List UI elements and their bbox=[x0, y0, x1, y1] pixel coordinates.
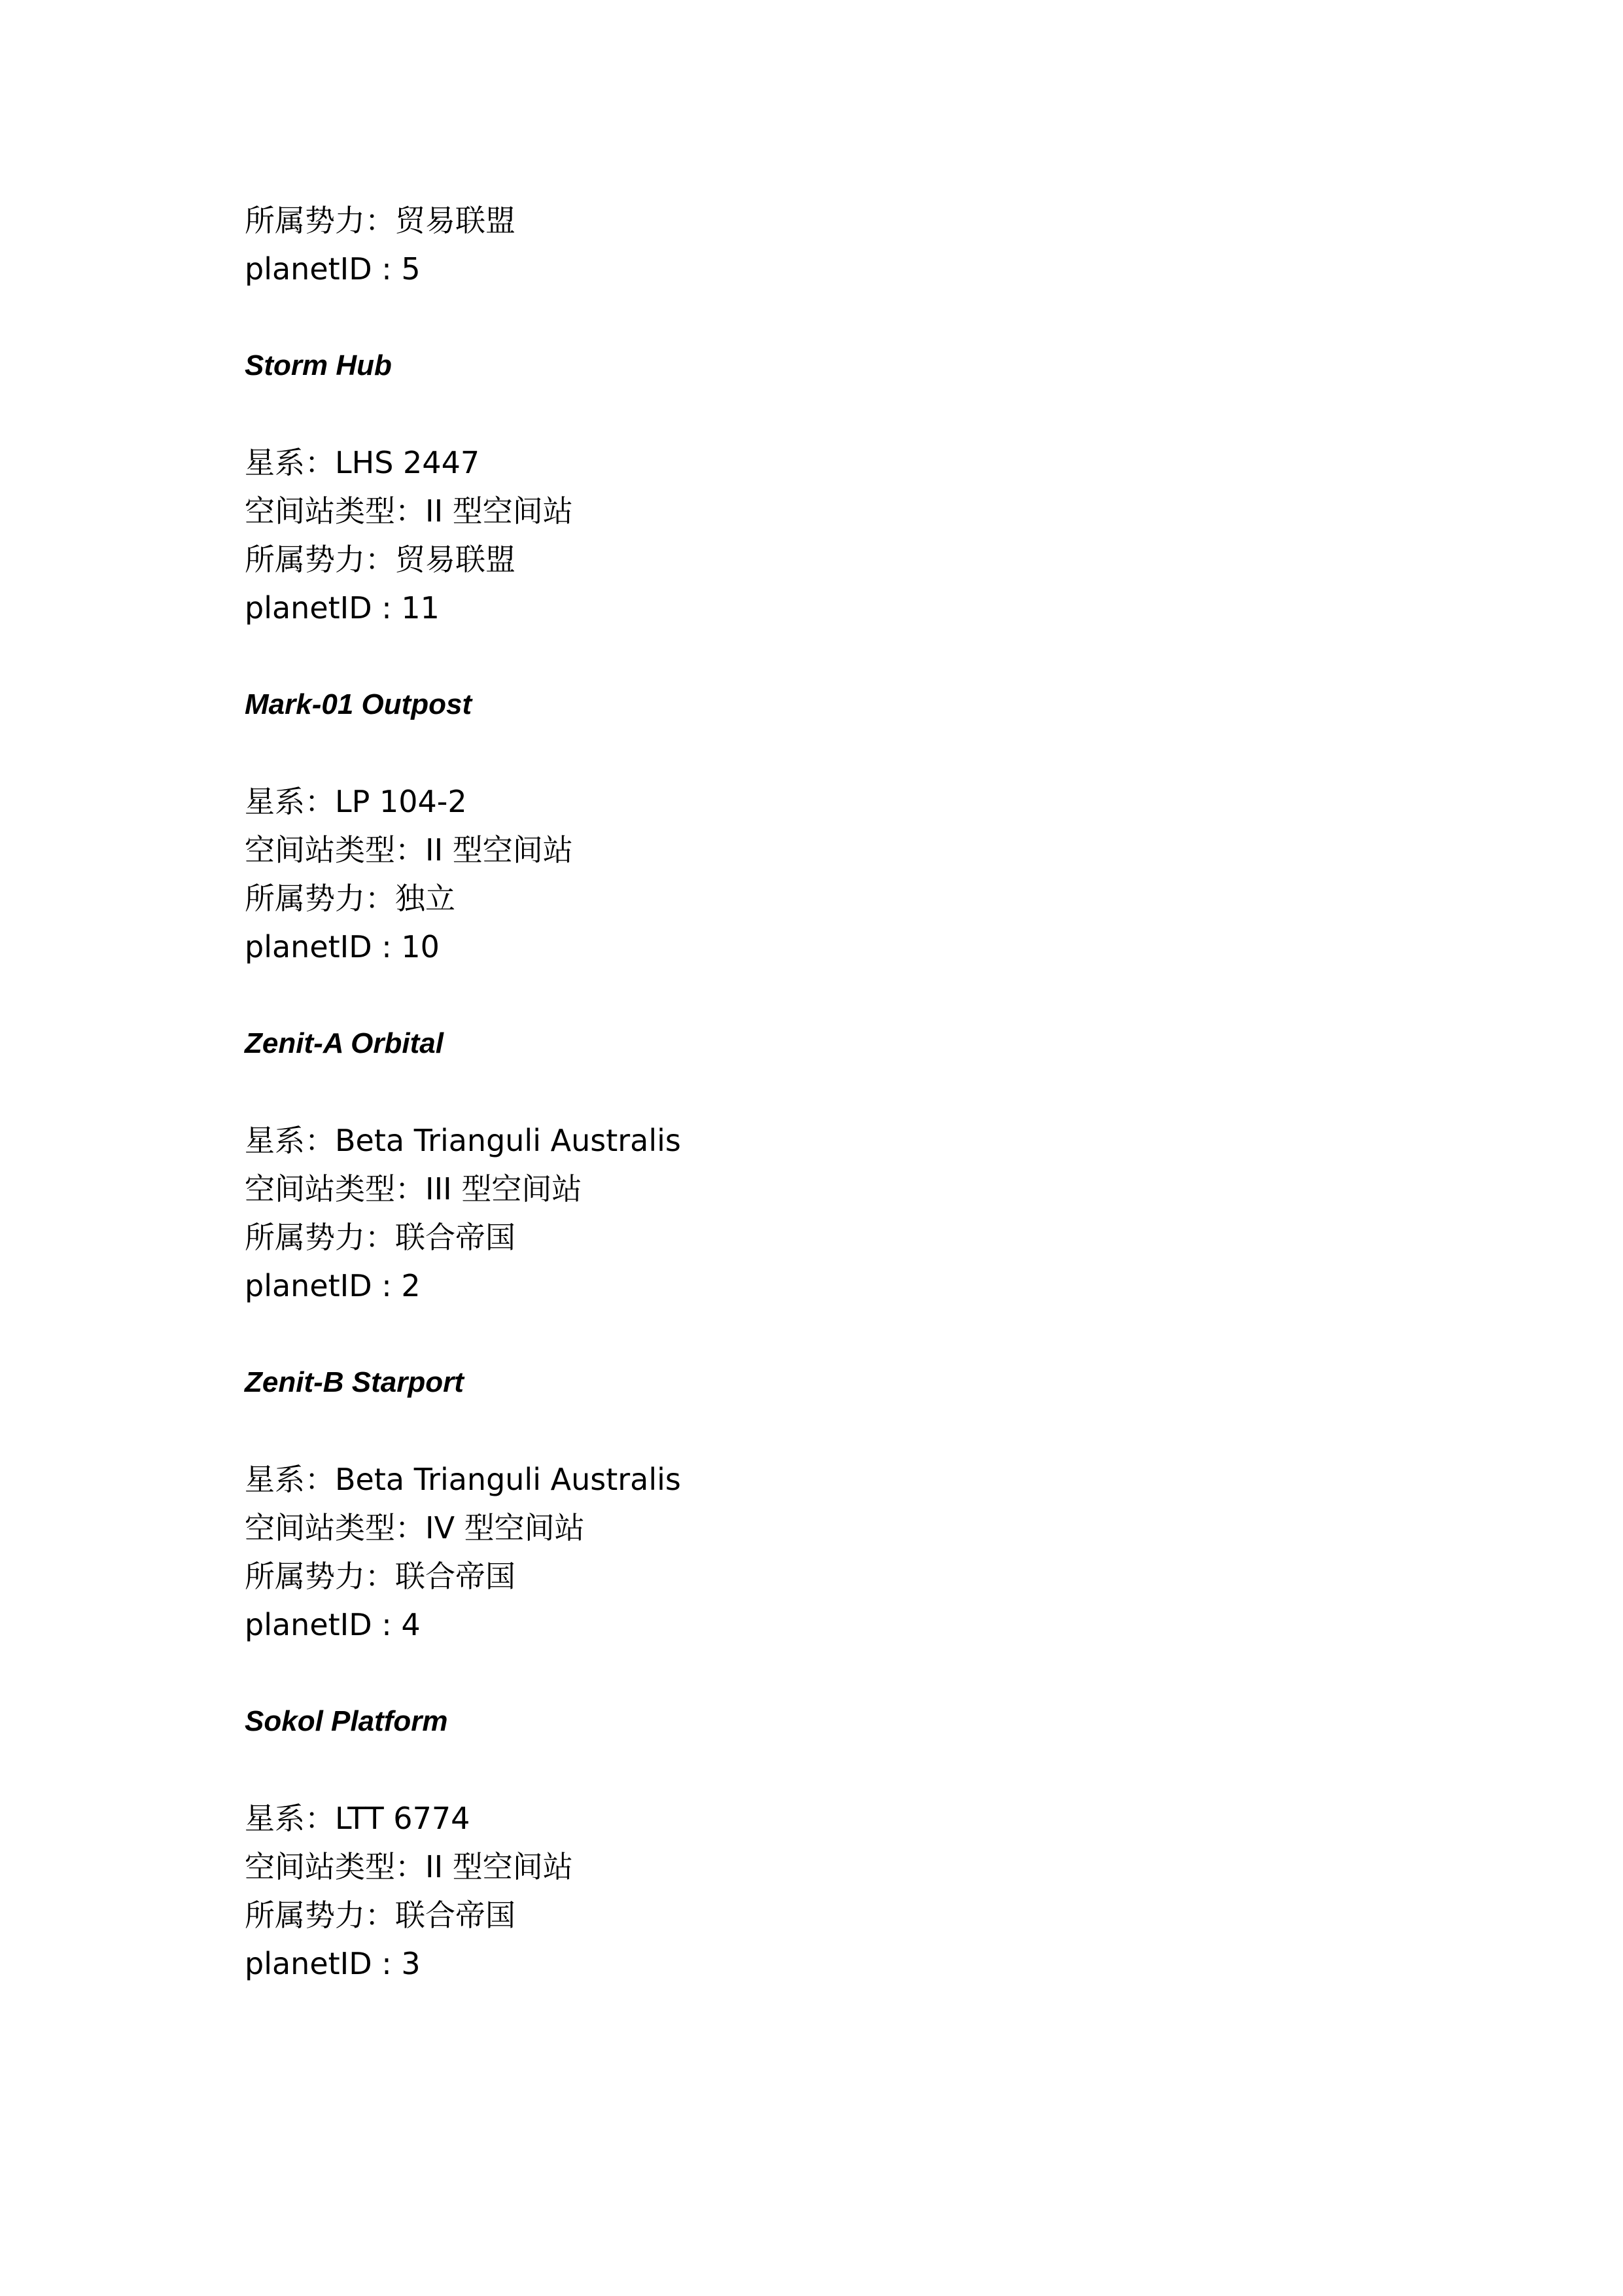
spacer bbox=[245, 390, 1422, 438]
station-name: Storm Hub bbox=[245, 349, 392, 381]
spacer bbox=[245, 1649, 1422, 1697]
spacer bbox=[245, 1068, 1422, 1116]
station-type-line: 空间站类型：II 型空间站 bbox=[245, 1849, 573, 1884]
station-type-line: 空间站类型：III 型空间站 bbox=[245, 1171, 582, 1207]
station-name: Zenit-A Orbital bbox=[245, 1027, 444, 1059]
faction-line: 所属势力：联合帝国 bbox=[245, 1559, 515, 1594]
planet-id-line: planetID : 4 bbox=[245, 1607, 421, 1642]
faction-line: 所属势力：独立 bbox=[245, 881, 455, 916]
spacer bbox=[245, 1407, 1422, 1455]
system-line: 星系：LTT 6774 bbox=[245, 1801, 470, 1836]
station-name: Zenit-B Starport bbox=[245, 1366, 464, 1398]
system-line: 星系：Beta Trianguli Australis bbox=[245, 1123, 681, 1158]
spacer bbox=[245, 293, 1422, 342]
spacer bbox=[245, 632, 1422, 680]
spacer bbox=[245, 971, 1422, 1019]
planet-id-line: planetID : 11 bbox=[245, 590, 440, 626]
planet-id-line: planetID : 5 bbox=[245, 251, 421, 287]
station-entry-storm-hub bbox=[245, 342, 1422, 632]
system-line: 星系：LP 104-2 bbox=[245, 784, 467, 819]
station-entry-zenit-b-starport bbox=[245, 1358, 1422, 1649]
faction-line: 所属势力：贸易联盟 bbox=[245, 203, 515, 238]
system-line: 星系：LHS 2447 bbox=[245, 445, 480, 480]
station-type-line: 空间站类型：II 型空间站 bbox=[245, 832, 573, 868]
planet-id-line: planetID : 2 bbox=[245, 1268, 421, 1303]
spacer bbox=[245, 729, 1422, 777]
station-entry-zenit-a-orbital bbox=[245, 1019, 1422, 1310]
station-type-line: 空间站类型：II 型空间站 bbox=[245, 493, 573, 529]
station-name: Mark-01 Outpost bbox=[245, 688, 472, 720]
station-name: Sokol Platform bbox=[245, 1705, 448, 1737]
station-entry-sokol-platform bbox=[245, 1697, 1422, 1988]
planet-id-line: planetID : 3 bbox=[245, 1946, 421, 1981]
system-line: 星系：Beta Trianguli Australis bbox=[245, 1462, 681, 1497]
station-type-line: 空间站类型：IV 型空间站 bbox=[245, 1510, 585, 1545]
faction-line: 所属势力：贸易联盟 bbox=[245, 542, 515, 577]
document-page bbox=[245, 196, 1422, 1988]
top-fragment bbox=[245, 196, 1422, 293]
spacer bbox=[245, 1746, 1422, 1794]
planet-id-line: planetID : 10 bbox=[245, 929, 440, 964]
faction-line: 所属势力：联合帝国 bbox=[245, 1898, 515, 1933]
faction-line: 所属势力：联合帝国 bbox=[245, 1220, 515, 1255]
station-entry-mark-01-outpost bbox=[245, 680, 1422, 971]
spacer bbox=[245, 1310, 1422, 1358]
